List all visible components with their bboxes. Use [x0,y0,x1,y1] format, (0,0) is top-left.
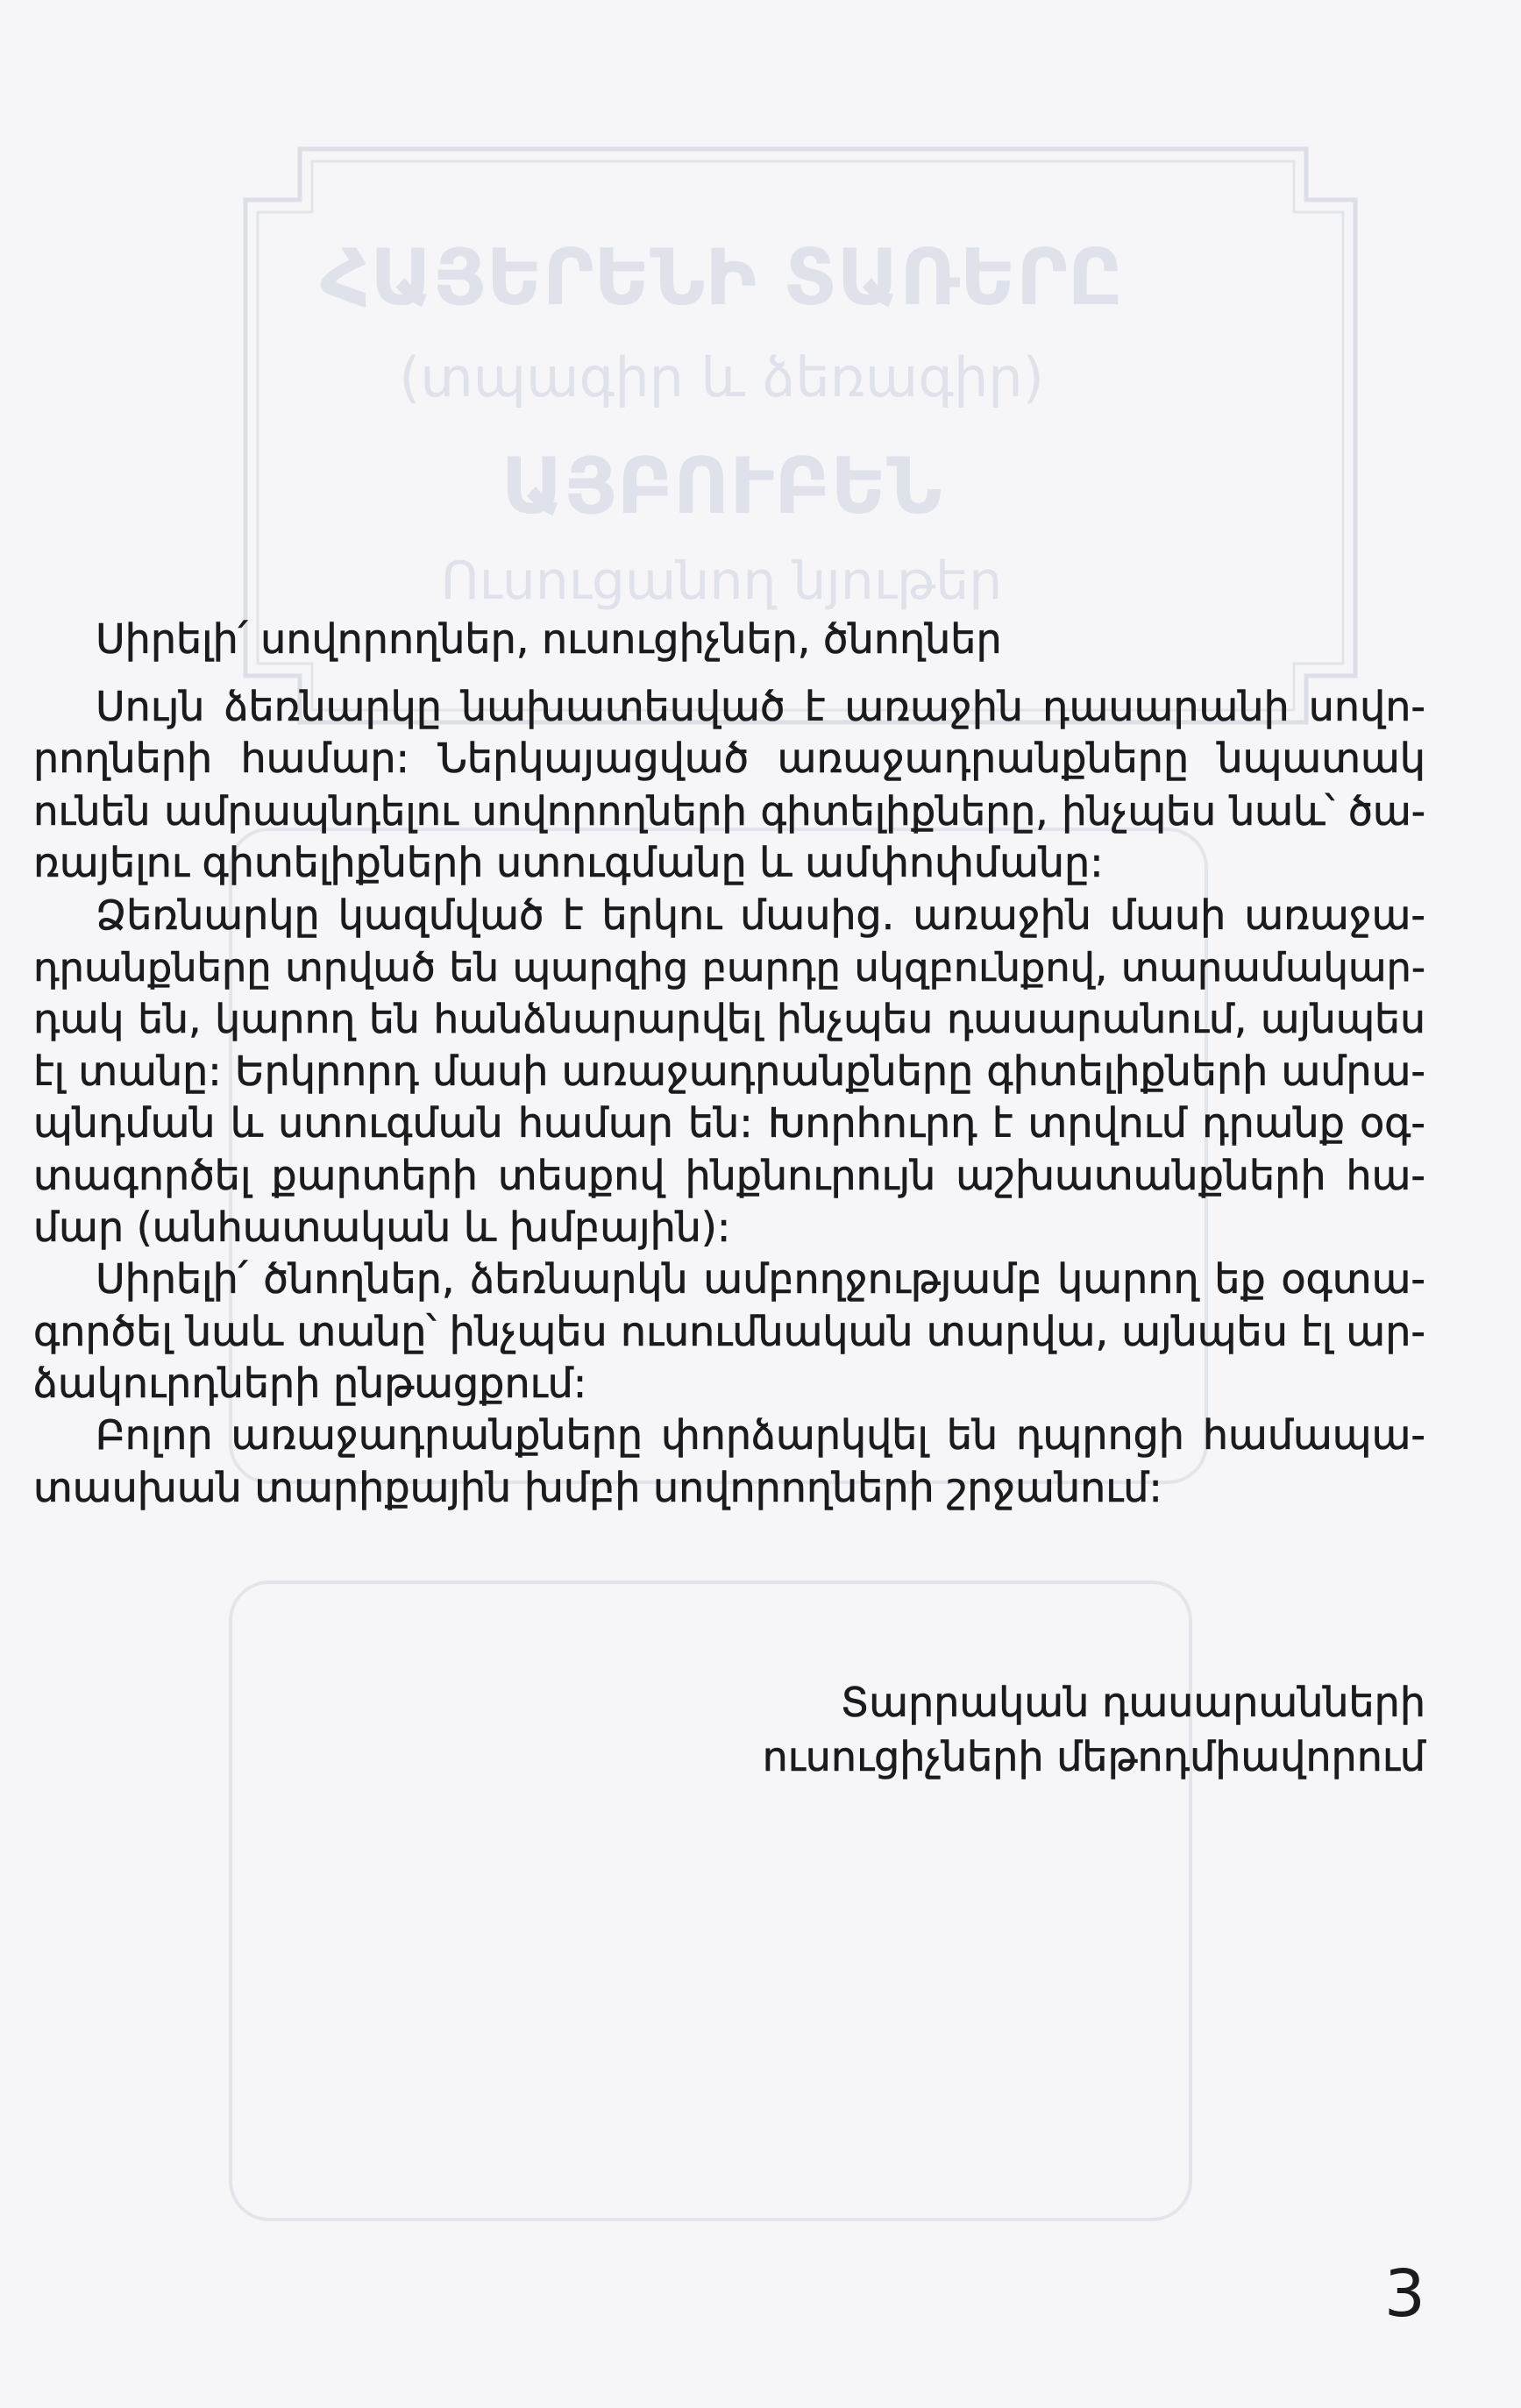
paragraph-line: տասխան տարիքային խմբի սովորողների շրջանում: [33,1463,1162,1511]
imprint-subtitle: (տպագիր և ձեռագիր) [399,345,1044,409]
paragraph-line: րողների համար: Ներկայացված առաջադրանքները նպատակ [33,735,1425,783]
paragraph [33,1254,1425,1410]
paragraph-line: ռայելու գիտելիքների ստուգմանը և ամփոփմանը: [33,839,1104,887]
paragraph-line: Ձեռնարկը կազմված է երկու մասից. առաջին մասի առաջա- [96,891,1425,939]
imprint-title: ՀԱՅԵՐԵՆԻ ՏԱՌԵՐԸ [320,232,1123,323]
paragraph-line: ունեն ամրապնդելու սովորողների գիտելիքները, ինչպես նաև՝ ծա- [33,787,1425,835]
signature-line: ուսուցիչների մեթոդմիավորում [762,1732,1425,1780]
paragraph-line: Սիրելի՛ ծնողներ, ձեռնարկն ամբողջությամբ կարող եք օգտա- [96,1255,1425,1303]
paragraph [33,681,1425,890]
paragraph-line: գործել նաև տանը՝ ինչպես ուսումնական տարվա, այնպես էլ ար- [33,1307,1425,1355]
greeting-heading [96,614,1002,665]
imprint-heading: ԱՅԲՈՒԲԵՆ [501,441,942,531]
paragraph [33,890,1425,1254]
greeting-text: Սիրելի՛ սովորողներ, ուսուցիչներ, ծնողներ [96,615,1002,663]
paragraph-line: դրանքները տրված են պարզից բարդը սկզբունքով, տարամակար- [33,943,1425,991]
preface-body [33,681,1425,1514]
imprint-caption: Ուսուցանող նյութեր [440,551,1003,612]
paragraph-line: պնդման և ստուգման համար են: Խորհուրդ է տրվում դրանք օգ- [33,1099,1425,1147]
signature-line: Տարրական դասարանների [840,1679,1425,1726]
signature-block [763,1676,1425,1784]
paragraph [33,1410,1425,1514]
page-number: 3 [1383,2256,1425,2332]
paragraph-line: էլ տանը: Երկրորդ մասի առաջադրանքները գիտելիքների ամրա- [33,1047,1425,1095]
paragraph-line: դակ են, կարող են հանձնարարվել ինչպես դասարանում, այնպես [33,996,1425,1043]
paragraph-line: տագործել քարտերի տեսքով ինքնուրույն աշխատանքների հա- [33,1151,1425,1199]
paragraph-line: ձակուրդների ընթացքում: [33,1360,587,1408]
paragraph-line: Սույն ձեռնարկը նախատեսված է առաջին դասարանի սովո- [96,683,1425,730]
paragraph-line: մար (անհատական և խմբային): [33,1203,731,1251]
paragraph-line: Բոլոր առաջադրանքները փորձարկվել են դպրոցի համապա- [96,1411,1425,1460]
